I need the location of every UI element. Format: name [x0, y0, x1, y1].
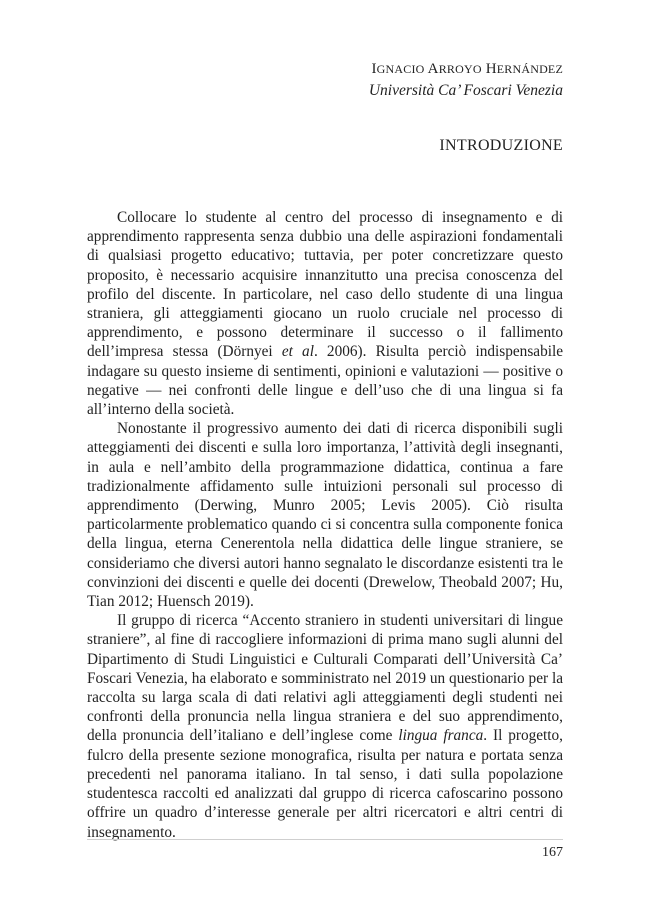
paragraph-3-text-cont: . Il progetto, fulcro della presente sezione monografica, risulta per natura e portata senza precedenti nel panorama italiano. In tal senso, i dati sulla popolazione studentesca raccolti ed analizzati dal gruppo di ricerca cafoscarino possono offrire un quadro d’interesse generale per altri ricercatori e altri centri di insegnamento.	[87, 727, 564, 841]
section-title: INTRODUZIONE	[439, 137, 563, 154]
author-smallcaps: RROYO	[438, 62, 482, 76]
page-number: 167	[542, 845, 563, 860]
footer-divider	[87, 839, 563, 840]
paragraph-1	[87, 208, 563, 419]
author-initial: A	[427, 61, 439, 77]
paragraph-1-text: Collocare lo studente al centro del processo di insegnamento e di apprendimento rappresenta senza dubbio una delle aspirazioni fondamentali di qualsiasi progetto educativo; tuttavia, per poter concretizzare questo proposito, è necessario acquisire innanzitutto una precisa conoscenza del profilo del discente. In particolare, nel caso dello studente di una lingua straniera, gli atteggiamenti giocano un ruolo cruciale nel processo di apprendimento, e possono determinare il successo o il fallimento dell’impresa stessa (Dörnyei	[87, 209, 563, 361]
paragraph-3-text: Il gruppo di ricerca “Accento straniero in studenti universitari di lingue straniere”, al fine di raccogliere informazioni di prima mano sugli alunni del Dipartimento di Studi Linguistici e Culturali Comparati dell’Università Ca’ Foscari Venezia, ha elaborato e somministrato nel 2019 un questionario per la raccolta su larga scala di dati relativi agli atteggiamenti degli studenti nei confronti della pronuncia nella lingua straniera e del suo apprendimento, della pronuncia dell’italiano e dell’inglese come	[87, 612, 563, 745]
body-text	[87, 208, 563, 842]
paragraph-1-italic: et al	[281, 343, 314, 361]
author-smallcaps: GNACIO	[376, 62, 425, 76]
author-initial: I	[371, 61, 377, 77]
author-name	[371, 61, 563, 78]
paragraph-3-italic: lingua franca	[398, 727, 484, 745]
paragraph-3	[87, 611, 563, 841]
paragraph-2: Nonostante il progressivo aumento dei dati di ricerca disponibili sugli atteggiamenti dei discenti e sulla loro importanza, l’attività degli insegnanti, in aula e nell’ambito della programmazione didattica, continua a fare tradizionalmente affidamento sulle intuizioni personali sul processo di apprendimento (Derwing, Munro 2005; Levis 2005). Ciò risulta particolarmente problematico quando ci si concentra sulla componente fonica della lingua, eterna Cenerentola nella didattica delle lingue straniere, se consideriamo che diversi autori hanno segnalato le discordanze esistenti tra le convinzioni dei discenti e quelle dei docenti (Drewelow, Theobald 2007; Hu, Tian 2012; Huensch 2019).	[87, 420, 563, 611]
author-affiliation: Università Ca’ Foscari Venezia	[368, 82, 563, 99]
paragraph-1-text-cont: . 2006). Risulta perciò indispensabile indagare su questo insieme di sentimenti, opinioni e valutazioni — positive o negative — nei confronti delle lingue e dell’uso che di una lingua si fa all’interno della società.	[87, 343, 564, 419]
author-smallcaps: ERNÁNDEZ	[496, 62, 563, 76]
author-initial: H	[485, 61, 497, 77]
